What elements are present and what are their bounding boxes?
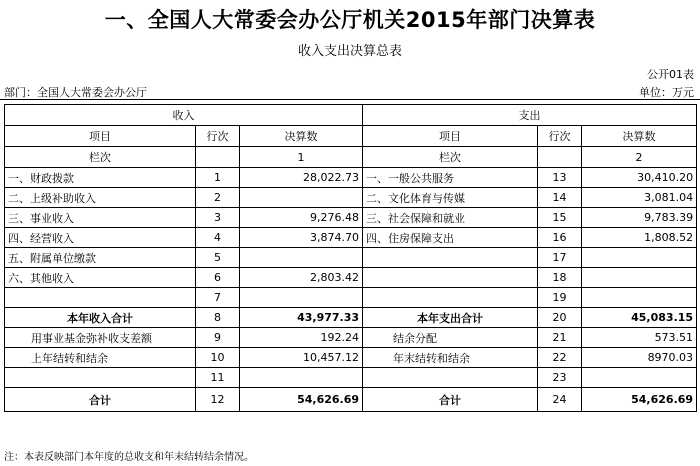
expense-item-header: 项目 (363, 126, 538, 147)
income-rowno-header: 行次 (196, 126, 240, 147)
table-row (5, 188, 697, 208)
table-subtitle: 收入支出决算总表 (297, 44, 402, 59)
income-row-no: 11 (196, 368, 240, 388)
income-row-no: 10 (196, 348, 240, 368)
income-row-no: 12 (196, 388, 240, 412)
expense-row-no: 15 (538, 208, 582, 228)
expense-header: 支出 (363, 105, 697, 126)
expense-row-no: 16 (538, 228, 582, 248)
income-amount: 9,276.48 (240, 208, 363, 228)
expense-item: 三、社会保障和就业 (363, 208, 538, 228)
income-total-amount: 43,977.33 (240, 308, 363, 328)
expense-row-no: 22 (538, 348, 582, 368)
income-grand-total-label: 合计 (5, 388, 196, 412)
income-amount: 3,874.70 (240, 228, 363, 248)
expense-item: 年末结转和结余 (363, 348, 538, 368)
expense-total-label: 本年支出合计 (363, 308, 538, 328)
expense-item: 结余分配 (363, 328, 538, 348)
expense-row-no: 14 (538, 188, 582, 208)
income-item (5, 288, 196, 308)
income-total-label: 本年收入合计 (5, 308, 196, 328)
income-amount: 10,457.12 (240, 348, 363, 368)
expense-column-number: 2 (582, 147, 697, 168)
annual-total-row (5, 308, 697, 328)
income-amount: 2,803.42 (240, 268, 363, 288)
expense-amount: 30,410.20 (582, 168, 697, 188)
table-row (5, 288, 697, 308)
expense-row-no: 17 (538, 248, 582, 268)
header-divider (0, 99, 700, 100)
expense-item: 一、一般公共服务 (363, 168, 538, 188)
expense-total-amount: 45,083.15 (582, 308, 697, 328)
expense-row-no: 19 (538, 288, 582, 308)
grand-total-row (5, 388, 697, 412)
table-row (5, 348, 697, 368)
form-number: 公开01表 (647, 68, 694, 81)
income-column-label: 栏次 (5, 147, 196, 168)
expense-amount: 1,808.52 (582, 228, 697, 248)
income-amount-header: 决算数 (240, 126, 363, 147)
expense-column-label: 栏次 (363, 147, 538, 168)
income-item (5, 368, 196, 388)
section-header-row (5, 105, 697, 126)
income-amount (240, 288, 363, 308)
table-row (5, 168, 697, 188)
expense-grand-total-label: 合计 (363, 388, 538, 412)
expense-rowno-header: 行次 (538, 126, 582, 147)
income-row-no: 7 (196, 288, 240, 308)
expense-row-no: 13 (538, 168, 582, 188)
expense-amount: 3,081.04 (582, 188, 697, 208)
expense-item (363, 268, 538, 288)
table-row (5, 208, 697, 228)
table-row (5, 248, 697, 268)
income-amount: 28,022.73 (240, 168, 363, 188)
expense-amount-header: 决算数 (582, 126, 697, 147)
income-item: 一、财政拨款 (5, 168, 196, 188)
expense-row-no: 23 (538, 368, 582, 388)
column-index-row (5, 147, 697, 168)
page-title: 一、全国人大常委会办公厅机关2015年部门决算表 (104, 8, 596, 32)
income-amount (240, 368, 363, 388)
expense-amount (582, 288, 697, 308)
expense-row-no: 18 (538, 268, 582, 288)
table-row (5, 268, 697, 288)
table-row (5, 368, 697, 388)
income-amount (240, 188, 363, 208)
income-row-no: 4 (196, 228, 240, 248)
income-row-no: 5 (196, 248, 240, 268)
expense-amount: 9,783.39 (582, 208, 697, 228)
income-row-no: 6 (196, 268, 240, 288)
expense-item (363, 368, 538, 388)
income-row-no: 2 (196, 188, 240, 208)
table-row (5, 328, 697, 348)
income-item: 五、附属单位缴款 (5, 248, 196, 268)
expense-item (363, 248, 538, 268)
income-amount (240, 248, 363, 268)
income-item: 三、事业收入 (5, 208, 196, 228)
expense-grand-total-amount: 54,626.69 (582, 388, 697, 412)
budget-table (4, 104, 697, 412)
unit-label: 单位：万元 (639, 86, 694, 99)
expense-row-no: 20 (538, 308, 582, 328)
income-item: 四、经营收入 (5, 228, 196, 248)
income-row-no: 1 (196, 168, 240, 188)
expense-item (363, 288, 538, 308)
expense-amount (582, 368, 697, 388)
income-row-no: 8 (196, 308, 240, 328)
income-grand-total-amount: 54,626.69 (240, 388, 363, 412)
expense-column-blank (538, 147, 582, 168)
column-header-row (5, 126, 697, 147)
income-item: 六、其他收入 (5, 268, 196, 288)
expense-amount (582, 268, 697, 288)
table-row (5, 228, 697, 248)
income-item: 用事业基金弥补收支差额 (5, 328, 196, 348)
income-amount: 192.24 (240, 328, 363, 348)
income-item-header: 项目 (5, 126, 196, 147)
expense-amount (582, 248, 697, 268)
income-column-number: 1 (240, 147, 363, 168)
expense-amount: 573.51 (582, 328, 697, 348)
expense-item: 四、住房保障支出 (363, 228, 538, 248)
expense-amount: 8970.03 (582, 348, 697, 368)
income-row-no: 3 (196, 208, 240, 228)
income-item: 二、上级补助收入 (5, 188, 196, 208)
expense-row-no: 24 (538, 388, 582, 412)
income-item: 上年结转和结余 (5, 348, 196, 368)
footnote: 注：本表反映部门本年度的总收支和年末结转结余情况。 (4, 452, 254, 463)
expense-row-no: 21 (538, 328, 582, 348)
income-column-blank (196, 147, 240, 168)
income-header: 收入 (5, 105, 363, 126)
department-label: 部门：全国人大常委会办公厅 (4, 86, 147, 99)
income-row-no: 9 (196, 328, 240, 348)
expense-item: 二、文化体育与传媒 (363, 188, 538, 208)
